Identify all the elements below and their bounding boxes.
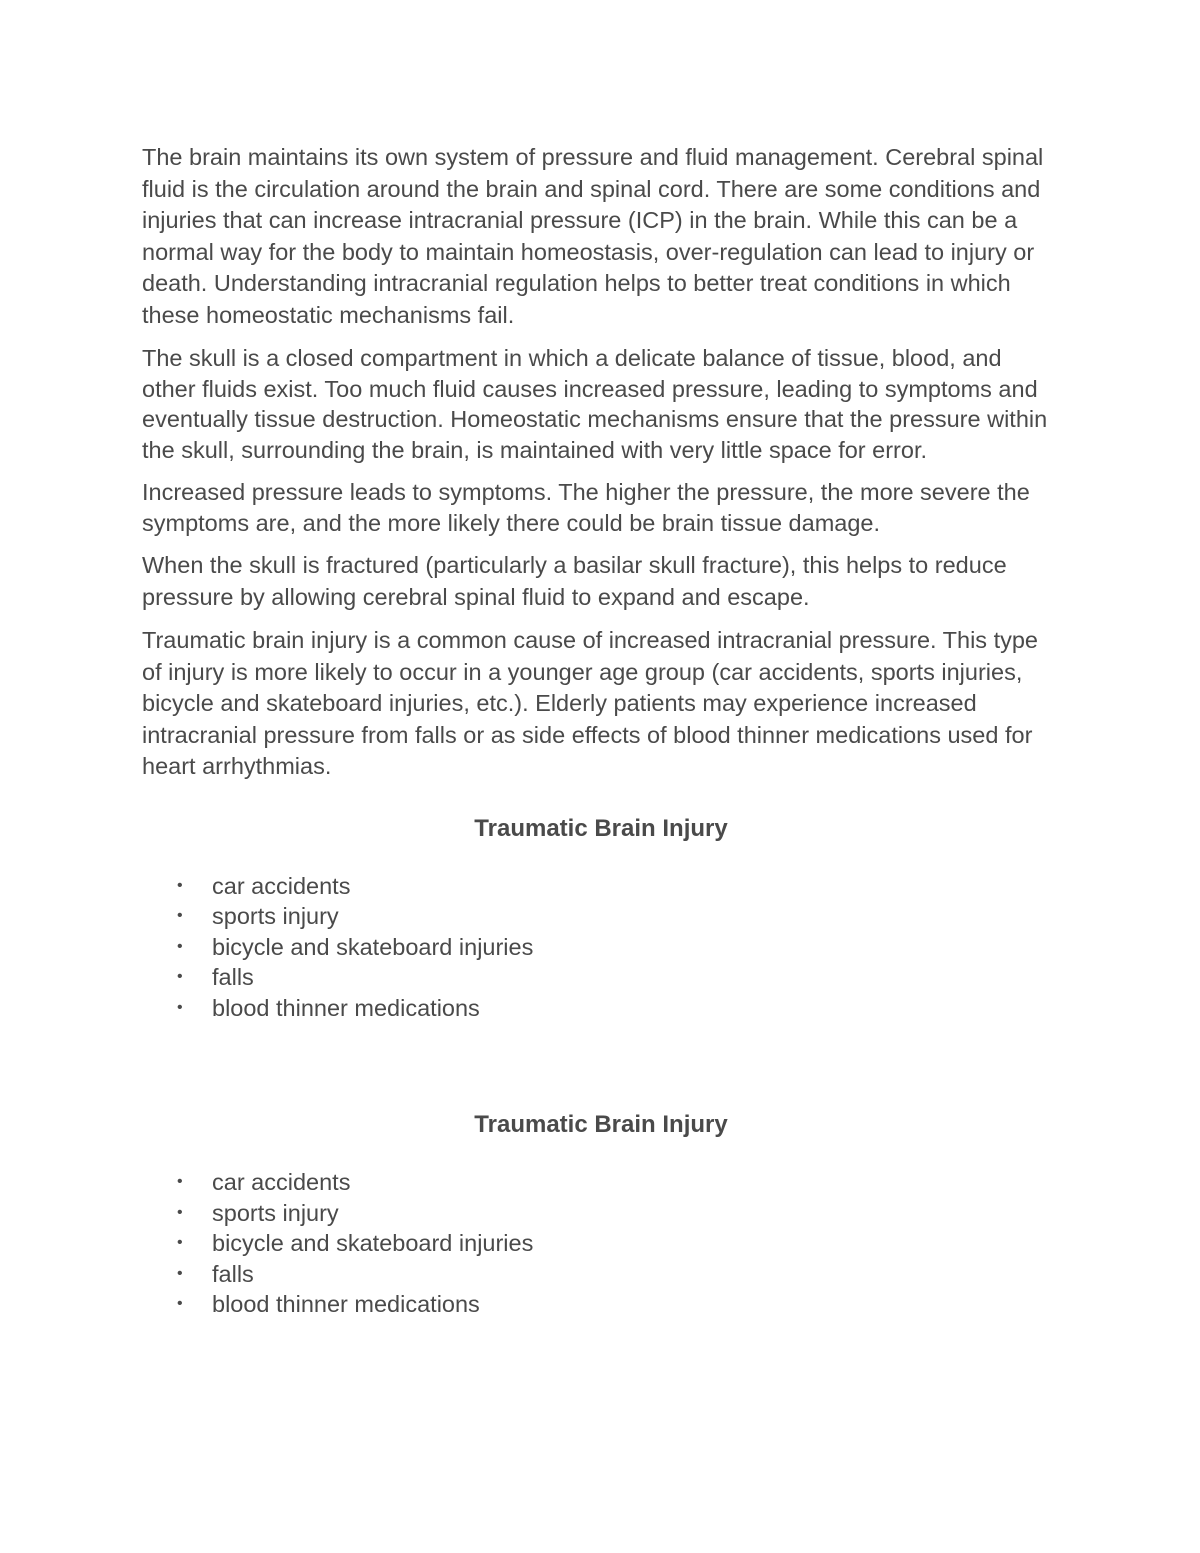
list-item [142, 1167, 1060, 1198]
paragraph-symptoms: Increased pressure leads to symptoms. The higher the pressure, the more severe the symptoms are, and the more likely there could be brain tissue damage. [142, 479, 1030, 536]
list-item [142, 1289, 1060, 1320]
bullet-icon: • [177, 968, 183, 985]
list-item-text: car accidents [212, 1169, 351, 1195]
bullet-icon: • [177, 1295, 183, 1312]
paragraph-fracture: When the skull is fractured (particularly a basilar skull fracture), this helps to reduce pressure by allowing cerebral spinal fluid to expand and escape. [142, 552, 1007, 610]
bullet-list [142, 1167, 1060, 1320]
bullet-icon: • [177, 1234, 183, 1251]
list-item-text: blood thinner medications [212, 994, 480, 1021]
list-item [142, 932, 1060, 963]
section-heading: Traumatic Brain Injury [474, 1111, 728, 1138]
list-item-text: falls [212, 1260, 254, 1287]
list-item-text: blood thinner medications [212, 1291, 480, 1317]
paragraph-skull: The skull is a closed compartment in which a delicate balance of tissue, blood, and other fluids exist. Too much fluid causes increased pressure, leading to symptoms and eventually tissue destruction. Homeostatic mechanisms ensure that the pressure within the skull, surrounding the brain, is maintained with very little space for error. [142, 345, 1048, 463]
bullet-icon: • [177, 876, 183, 894]
list-item [142, 1228, 1060, 1259]
list-item [142, 993, 1060, 1024]
bullet-icon: • [177, 907, 183, 924]
document-page [142, 142, 1060, 1320]
list-item [142, 1198, 1060, 1229]
bullet-icon: • [177, 937, 183, 955]
list-item [142, 962, 1060, 993]
list-item-text: bicycle and skateboard injuries [212, 1230, 534, 1256]
list-item [142, 1259, 1060, 1290]
bullet-icon: • [177, 1264, 183, 1282]
bullet-icon: • [177, 1173, 183, 1190]
section-heading: Traumatic Brain Injury [474, 814, 728, 842]
list-item-text: falls [212, 964, 254, 990]
bullet-list [142, 871, 1060, 1024]
paragraph-tbi: Traumatic brain injury is a common cause of increased intracranial pressure. This type of injury is more likely to occur in a younger age group (car accidents, sports injuries, bicycle and skateboard injuries, etc.). Elderly patients may experience increased intracranial pressure from falls or as side effects of blood thinner medications used for heart arrhythmias. [142, 627, 1038, 779]
bullet-icon: • [177, 998, 183, 1016]
list-item-text: car accidents [212, 872, 351, 899]
list-item-text: sports injury [212, 1199, 339, 1226]
paragraph-intro: The brain maintains its own system of pressure and fluid management. Cerebral spinal fluid is the circulation around the brain and spinal cord. There are some conditions and injuries that can increase intracranial pressure (ICP) in the brain. While this can be a normal way for the body to maintain homeostasis, over-regulation can lead to injury or death. Understanding intracranial regulation helps to better treat conditions in which these homeostatic mechanisms fail. [142, 144, 1044, 328]
list-item [142, 901, 1060, 932]
list-item-text: bicycle and skateboard injuries [212, 933, 534, 960]
bullet-icon: • [177, 1203, 183, 1221]
list-item [142, 871, 1060, 902]
list-item-text: sports injury [212, 903, 339, 929]
